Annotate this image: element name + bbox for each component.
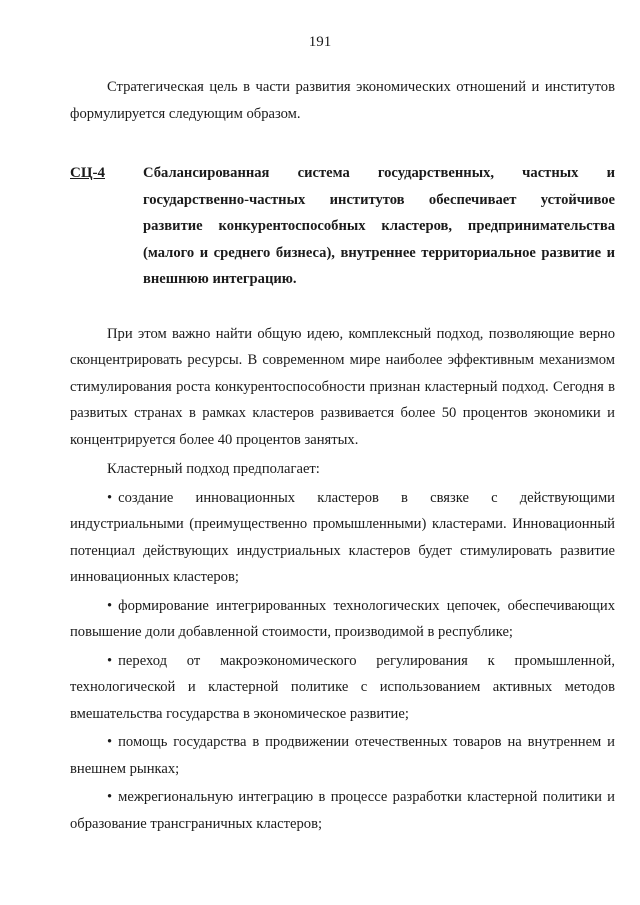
page-number: 191: [308, 34, 332, 50]
page-body: [70, 74, 615, 837]
list-intro: Кластерный подход предполагает:: [107, 461, 320, 477]
list-item: [70, 729, 615, 782]
bullet-icon: •: [107, 789, 113, 805]
bullet-icon: •: [107, 734, 113, 750]
bullet-icon: •: [107, 597, 113, 614]
bullet-icon: •: [107, 489, 113, 506]
list-item: [70, 784, 615, 837]
list-item: [70, 485, 615, 591]
strategic-goal-block: [70, 160, 615, 293]
list-item-text: переход от макроэкономического регулирования к промышленной, технологической и кластерной политике с использованием активных методов вмешательства государства в экономическое развитие;: [70, 652, 615, 722]
list-item-text: межрегиональную интеграцию в процессе разработки кластерной политики и образование трансграничных кластеров;: [70, 789, 615, 832]
bullet-list: [70, 485, 615, 838]
list-item: [70, 648, 615, 728]
main-paragraph: При этом важно найти общую идею, комплексный подход, позволяющие верно сконцентрировать ресурсы. В современном мире наиболее эффективным механизмом стимулирования роста конкурентоспособности признан кластерный подход. Сегодня в развитых странах в рамках кластеров развивается более 50 процентов экономики и концентрируется более 40 процентов занятых.: [70, 325, 615, 448]
list-item-text: формирование интегрированных технологических цепочек, обеспечивающих повышение доли добавленной стоимости, производимой в республике;: [70, 597, 615, 640]
intro-paragraph: Стратегическая цель в части развития экономических отношений и институтов формулируется следующим образом.: [70, 79, 615, 122]
goal-text: Сбалансированная система государственных, частных и государственно-частных институтов обеспечивает устойчивое развитие конкурентоспособных кластеров, предпринимательства (малого и среднего бизнеса), внутреннее территориальное развитие и внешнюю интеграцию.: [143, 165, 615, 287]
list-item-text: создание инновационных кластеров в связке с действующими индустриальными (преимущественно промышленными) кластерами. Инновационный потенциал действующих индустриальных кластеров будет стимулировать развитие инновационных кластеров;: [70, 489, 615, 585]
list-item-text: помощь государства в продвижении отечественных товаров на внутреннем и внешнем рынках;: [70, 734, 615, 777]
bullet-icon: •: [107, 652, 113, 669]
list-item: [70, 593, 615, 646]
goal-code: СЦ-4: [70, 165, 105, 181]
